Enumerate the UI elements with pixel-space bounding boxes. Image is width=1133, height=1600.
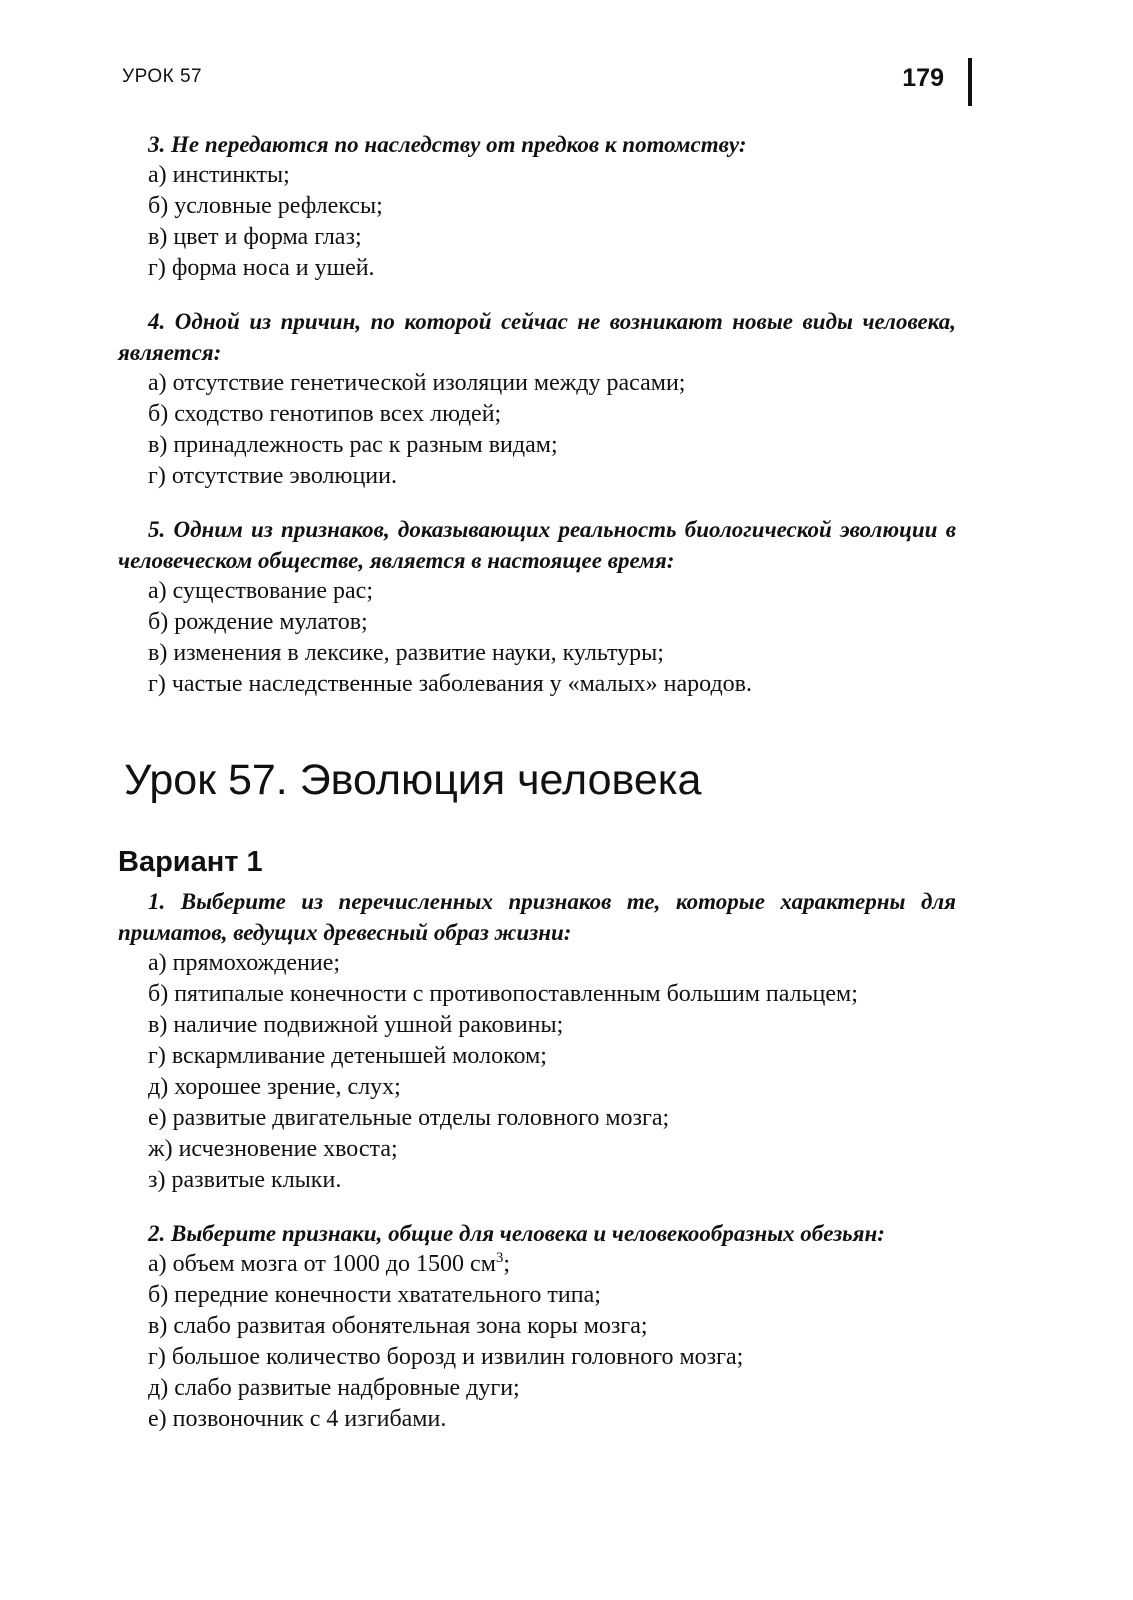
answer-option: а) инстинкты; [148,162,290,188]
variant-question-1 [118,886,956,1196]
answer-option: б) передние конечности хватательного типа; [148,1282,601,1308]
answer-option: г) большое количество борозд и извилин головного мозга; [148,1344,744,1370]
question-text: 3. Не передаются по наследству от предков к потомству: [148,132,747,157]
answer-option: д) хорошее зрение, слух; [148,1074,401,1100]
answer-option: а) существование рас; [148,578,373,604]
superscript-exponent: 3 [495,1250,504,1266]
answer-options [118,576,956,700]
question-text: 1. Выберите из перечисленных признаков те, которые характерны для приматов, ведущих древесный образ жизни: [118,889,956,945]
variant-title: Вариант 1 [118,846,263,878]
answer-option: в) наличие подвижной ушной раковины; [148,1012,564,1038]
answer-option [118,1249,956,1280]
answer-option: е) позвоночник с 4 изгибами. [148,1406,447,1432]
answer-option: ж) исчезновение хвоста; [148,1136,398,1162]
question-text: 5. Одним из признаков, доказывающих реальность биологической эволюции в человеческом обществе, является в настоящее время: [118,517,956,573]
option-text: а) объем мозга от 1000 до 1500 см [148,1251,496,1277]
question-3 [118,129,956,284]
page-content [118,129,956,1457]
variant-question-2 [118,1218,956,1435]
answer-options [118,368,956,492]
answer-option: в) слабо развитая обонятельная зона коры мозга; [148,1313,648,1339]
answer-option: е) развитые двигательные отделы головного мозга; [148,1105,670,1131]
answer-option: г) отсутствие эволюции. [148,463,397,489]
answer-option: г) форма носа и ушей. [148,255,375,281]
answer-option: б) сходство генотипов всех людей; [148,401,502,427]
answer-option: б) условные рефлексы; [148,193,383,219]
question-5 [118,514,956,700]
lesson-title: Урок 57. Эволюция человека [124,756,702,804]
header-rule [968,58,972,106]
answer-option: д) слабо развитые надбровные дуги; [148,1375,520,1401]
answer-option: в) цвет и форма глаз; [148,224,362,250]
question-text: 4. Одной из причин, по которой сейчас не возникают новые виды человека, является: [118,309,956,365]
answer-options [118,948,956,1196]
answer-option: б) рождение мулатов; [148,609,368,635]
answer-option: б) пятипалые конечности с противопоставленным большим пальцем; [148,981,858,1007]
answer-option: а) отсутствие генетической изоляции между расами; [148,370,686,396]
answer-option: в) принадлежность рас к разным видам; [148,432,558,458]
running-title: УРОК 57 [122,66,203,87]
answer-option: г) частые наследственные заболевания у «малых» народов. [148,671,752,697]
option-suffix: ; [503,1251,511,1277]
answer-option: а) прямохождение; [148,950,341,976]
answer-options [118,160,956,284]
page-header [122,62,982,106]
page-number: 179 [902,64,944,92]
answer-options [118,1249,956,1435]
question-text: 2. Выберите признаки, общие для человека и человекообразных обезьян: [148,1221,885,1246]
answer-option: г) вскармливание детенышей молоком; [148,1043,547,1069]
answer-option: з) развитые клыки. [148,1167,342,1193]
question-4 [118,306,956,492]
answer-option: в) изменения в лексике, развитие науки, культуры; [148,640,664,666]
